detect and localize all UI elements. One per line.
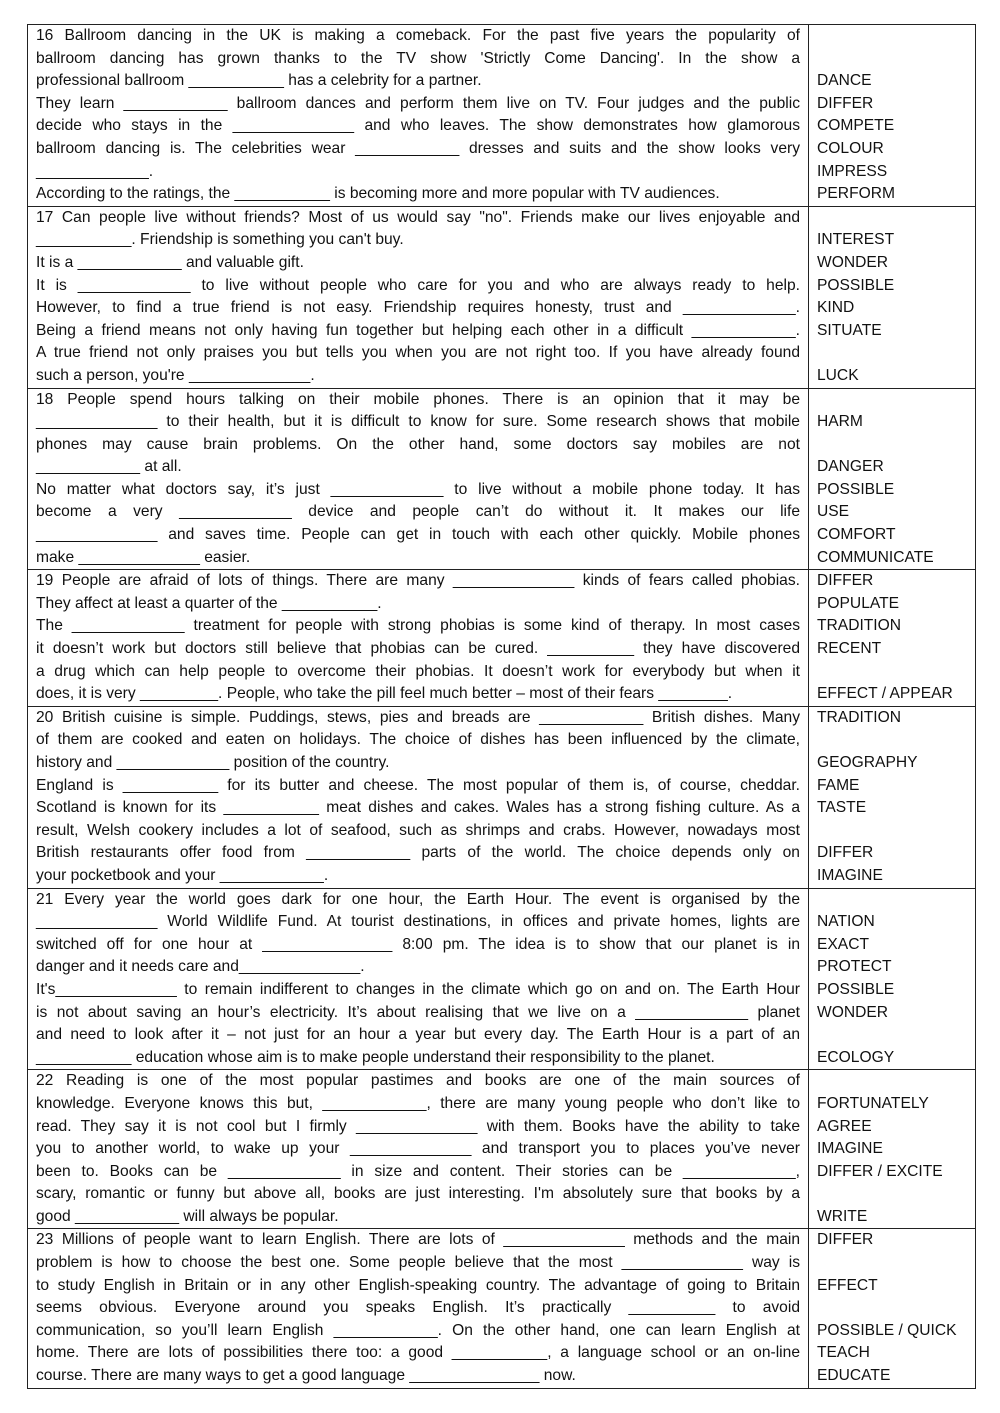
word-stem: FORTUNATELY [817,1094,929,1112]
word-stem-cell [809,206,976,388]
word-stem: SITUATE [817,321,882,339]
exercise-text-line: They affect at least a quarter of the ___________. [36,594,382,612]
word-stem: INTEREST [817,231,895,249]
exercise-text-line: your pocketbook and your ____________. [36,866,329,884]
word-stem: POSSIBLE [817,480,895,498]
word-stem-cell [809,570,976,707]
exercise-text-line: ______________ World Wildlife Fund. At tourist destinations, in offices and private homes, lights are [36,913,800,931]
exercise-text-line: ballroom dancing is. The celebrities wear ____________ dresses and suits and the show looks very [36,139,800,157]
exercise-text-cell [28,570,809,707]
word-stem: KIND [817,299,855,317]
exercise-text-line: It's______________ to remain indifferent to changes in the climate which go on and on. The Earth Hour [36,980,800,998]
exercise-text-line: ______________ to their health, but it is difficult to know for sure. Some research shows that mobile [36,413,800,431]
exercise-text-cell [28,25,809,207]
word-stem [809,207,975,230]
word-stem: WONDER [817,253,889,271]
word-stem: PERFORM [817,185,895,203]
exercise-text-line: knowledge. Everyone knows this but, ____________, there are many young people who don’t like to [36,1094,800,1112]
exercise-text-line: ballroom dancing has grown thanks to the TV show 'Strictly Come Dancing'. In the show a [36,49,800,67]
exercise-text-line: It is _____________ to live without people who care for you and who are always ready to help. [36,276,800,294]
word-stem [809,342,975,365]
word-stem [809,1252,975,1275]
exercise-text-line: ____________ at all. [36,458,182,476]
exercise-text-line: England is ___________ for its butter and cheese. The most popular of them is, of course, cheddar. [36,776,800,794]
word-stem: IMPRESS [817,162,888,180]
word-stem-cell [809,1070,976,1229]
exercise-text-line: According to the ratings, the ___________ is becoming more and more popular with TV audiences. [36,185,720,203]
word-stem: PROTECT [817,958,892,976]
exercise-text-line: No matter what doctors say, it’s just _____________ to live without a mobile phone today. It has [36,480,800,498]
exercise-row [28,388,976,570]
exercise-text-line: ___________ education whose aim is to make people understand their responsibility to the planet. [36,1048,715,1066]
exercise-text-line: 16 Ballroom dancing in the UK is making a comeback. For the past five years the popularity of [36,27,800,44]
word-stem: TRADITION [817,617,902,635]
word-stem: DIFFER [817,1231,874,1249]
word-stem [809,889,975,912]
exercise-text-line: of them are cooked and eaten on holidays. The choice of dishes has been influenced by the climate, [36,731,800,749]
exercise-text-line: 17 Can people live without friends? Most of us would say "no". Friends make our lives enjoyable and [36,208,800,226]
word-stem: IMAGINE [817,866,883,884]
exercise-row [28,206,976,388]
word-stem [809,389,975,412]
word-stem [809,1183,975,1206]
word-stem: TASTE [817,799,867,817]
exercise-text-line: 18 People spend hours talking on their mobile phones. There is an opinion that it may be [36,390,800,408]
exercise-text-line: communication, so you’ll learn English ____________. On the other hand, one can learn English at [36,1321,800,1339]
word-stem: DANCE [817,72,872,90]
exercise-sheet [27,24,976,1389]
word-stem [809,1024,975,1047]
word-stem: POSSIBLE [817,276,895,294]
exercise-text-line: British restaurants offer food from ____________ parts of the world. The choice depends only on [36,844,800,862]
word-stem: USE [817,503,850,521]
exercise-text-cell [28,206,809,388]
exercise-text-line: A true friend not only praises you but tells you when you are not right too. If you have already found [36,344,800,362]
word-stem: DANGER [817,458,884,476]
exercise-text-line: it doesn’t work but doctors still believe that phobias can be cured. __________ they have discovered [36,640,800,658]
exercise-text-line: Scotland is known for its ___________ meat dishes and cakes. Wales has a strong fishing culture. As a [36,799,800,817]
exercise-text-line: is not about saving an hour’s electricity. It’s about realising that we live on a _____________ planet [36,1003,800,1021]
exercise-text-line: good ____________ will always be popular. [36,1207,339,1225]
exercise-row [28,1070,976,1229]
word-stem: COMFORT [817,526,896,544]
word-stem: NATION [817,913,875,931]
exercise-row [28,706,976,888]
exercise-text-line: become a very _____________ device and people can’t do without it. It makes our life [36,503,800,521]
word-stem: DIFFER [817,94,874,112]
exercise-text-line: result, Welsh cookery includes a lot of seafood, such as shrimps and crabs. However, nowadays most [36,821,800,839]
exercise-text-line: phones may cause brain problems. On the other hand, some doctors say mobiles are not [36,435,800,453]
word-stem: IMAGINE [817,1140,883,1158]
exercise-text-cell [28,1070,809,1229]
exercise-text-line: 19 People are afraid of lots of things. There are many ______________ kinds of fears called phobias. [36,572,800,590]
exercise-text-cell [28,888,809,1070]
exercise-text-line: 22 Reading is one of the most popular pastimes and books are one of the main sources of [36,1072,800,1090]
word-stem: POSSIBLE [817,980,895,998]
exercise-text-line: been to. Books can be _____________ in size and content. Their stories can be _____________, [36,1162,800,1180]
exercise-text-line: ______________ and saves time. People can get in touch with each other quickly. Mobile phones [36,526,800,544]
exercise-row [28,888,976,1070]
word-stem: LUCK [817,366,859,384]
exercise-text-line: scary, romantic or funny but above all, books are just interesting. I'm absolutely sure that books by a [36,1185,800,1203]
word-stem [809,1297,975,1320]
word-stem: POSSIBLE / QUICK [817,1321,957,1339]
exercise-text-line: danger and it needs care and______________. [36,958,365,976]
exercise-text-line: to study English in Britain or in any other English-speaking country. The advantage of going to Britain [36,1276,800,1294]
word-stem: POPULATE [817,594,900,612]
word-stem-cell [809,706,976,888]
exercise-text-line: home. There are lots of possibilities there too: a good ___________, a language school or an on-line [36,1344,800,1362]
word-stem: ECOLOGY [817,1048,895,1066]
exercise-text-line: 21 Every year the world goes dark for one hour, the Earth Hour. The event is organised by the [36,890,800,908]
exercise-text-line: 20 British cuisine is simple. Puddings, stews, pies and breads are ____________ British dishes. Many [36,708,800,726]
exercise-text-line: a drug which can help people to overcome their phobias. It doesn’t work for everybody but when it [36,662,800,680]
sheet-body [28,25,976,1389]
exercise-text-line: Being a friend means not only having fun together but helping each other in a difficult ____________. [36,321,800,339]
word-stem [809,434,975,457]
exercise-text-line: seems obvious. Everyone around you speaks English. It’s practically __________ to avoid [36,1299,800,1317]
exercise-text-line: make ______________ easier. [36,548,251,566]
exercise-text-line: you to another world, to wake up your ______________ and transport you to places you’ve never [36,1140,800,1158]
word-stem: WRITE [817,1207,868,1225]
exercise-text-line: switched off for one hour at _______________ 8:00 pm. The idea is to show that our planet is in [36,935,800,953]
word-stem: FAME [817,776,860,794]
word-stem: EXACT [817,935,869,953]
word-stem: COLOUR [817,139,884,157]
word-stem: TRADITION [817,708,902,726]
word-stem [809,729,975,752]
word-stem: EFFECT [817,1276,878,1294]
exercise-text-line: 23 Millions of people want to learn English. There are lots of ______________ methods and the main [36,1231,800,1249]
word-stem: HARM [817,413,863,431]
word-stem [809,25,975,48]
exercise-text-line: They learn ____________ ballroom dances and perform them live on TV. Four judges and the public [36,94,800,112]
exercise-text-line: ___________. Friendship is something you can't buy. [36,231,404,249]
exercise-text-line: and need to look after it – not just for an hour a year but every day. The Earth Hour is a part of an [36,1026,800,1044]
word-stem: COMPETE [817,117,895,135]
exercise-row [28,1229,976,1388]
exercise-text-line: decide who stays in the ______________ and who leaves. The show demonstrates how glamorous [36,117,800,135]
word-stem-cell [809,25,976,207]
word-stem: EDUCATE [817,1367,891,1385]
word-stem [809,820,975,843]
exercise-text-line: professional ballroom ___________ has a celebrity for a partner. [36,72,482,90]
word-stem: RECENT [817,640,882,658]
word-stem-cell [809,1229,976,1388]
word-stem [809,48,975,71]
word-stem-cell [809,888,976,1070]
exercise-text-cell [28,388,809,570]
word-stem [809,1070,975,1093]
exercise-text-line: However, to find a true friend is not easy. Friendship requires honesty, trust and _____________. [36,299,800,317]
exercise-text-line: The _____________ treatment for people with strong phobias is some kind of therapy. In most cases [36,617,800,635]
exercise-text-line: problem is how to choose the best one. Some people believe that the most ______________ way is [36,1254,800,1272]
word-stem-cell [809,388,976,570]
exercise-row [28,25,976,207]
word-stem: TEACH [817,1344,870,1362]
exercise-text-line: does, it is very _________. People, who take the pill feel much better – most of their fears ________. [36,685,733,703]
exercise-text-line: history and _____________ position of the country. [36,754,390,771]
word-stem [809,661,975,684]
exercise-text-cell [28,1229,809,1388]
word-stem: DIFFER [817,572,874,590]
exercise-text-line: such a person, you're ______________. [36,366,315,384]
word-stem: DIFFER / EXCITE [817,1162,943,1180]
exercise-text-line: _____________. [36,162,154,180]
word-stem: GEOGRAPHY [817,754,918,771]
exercise-text-cell [28,706,809,888]
word-stem: EFFECT / APPEAR [817,685,953,703]
exercise-text-line: read. They say it is not cool but I firmly ______________ with them. Books have the ability to take [36,1117,800,1135]
word-stem: WONDER [817,1003,889,1021]
word-stem: COMMUNICATE [817,548,934,566]
exercise-row [28,570,976,707]
word-stem: DIFFER [817,844,874,862]
exercise-text-line: It is a ____________ and valuable gift. [36,253,304,271]
word-stem: AGREE [817,1117,872,1135]
exercise-text-line: course. There are many ways to get a good language _______________ now. [36,1367,576,1385]
